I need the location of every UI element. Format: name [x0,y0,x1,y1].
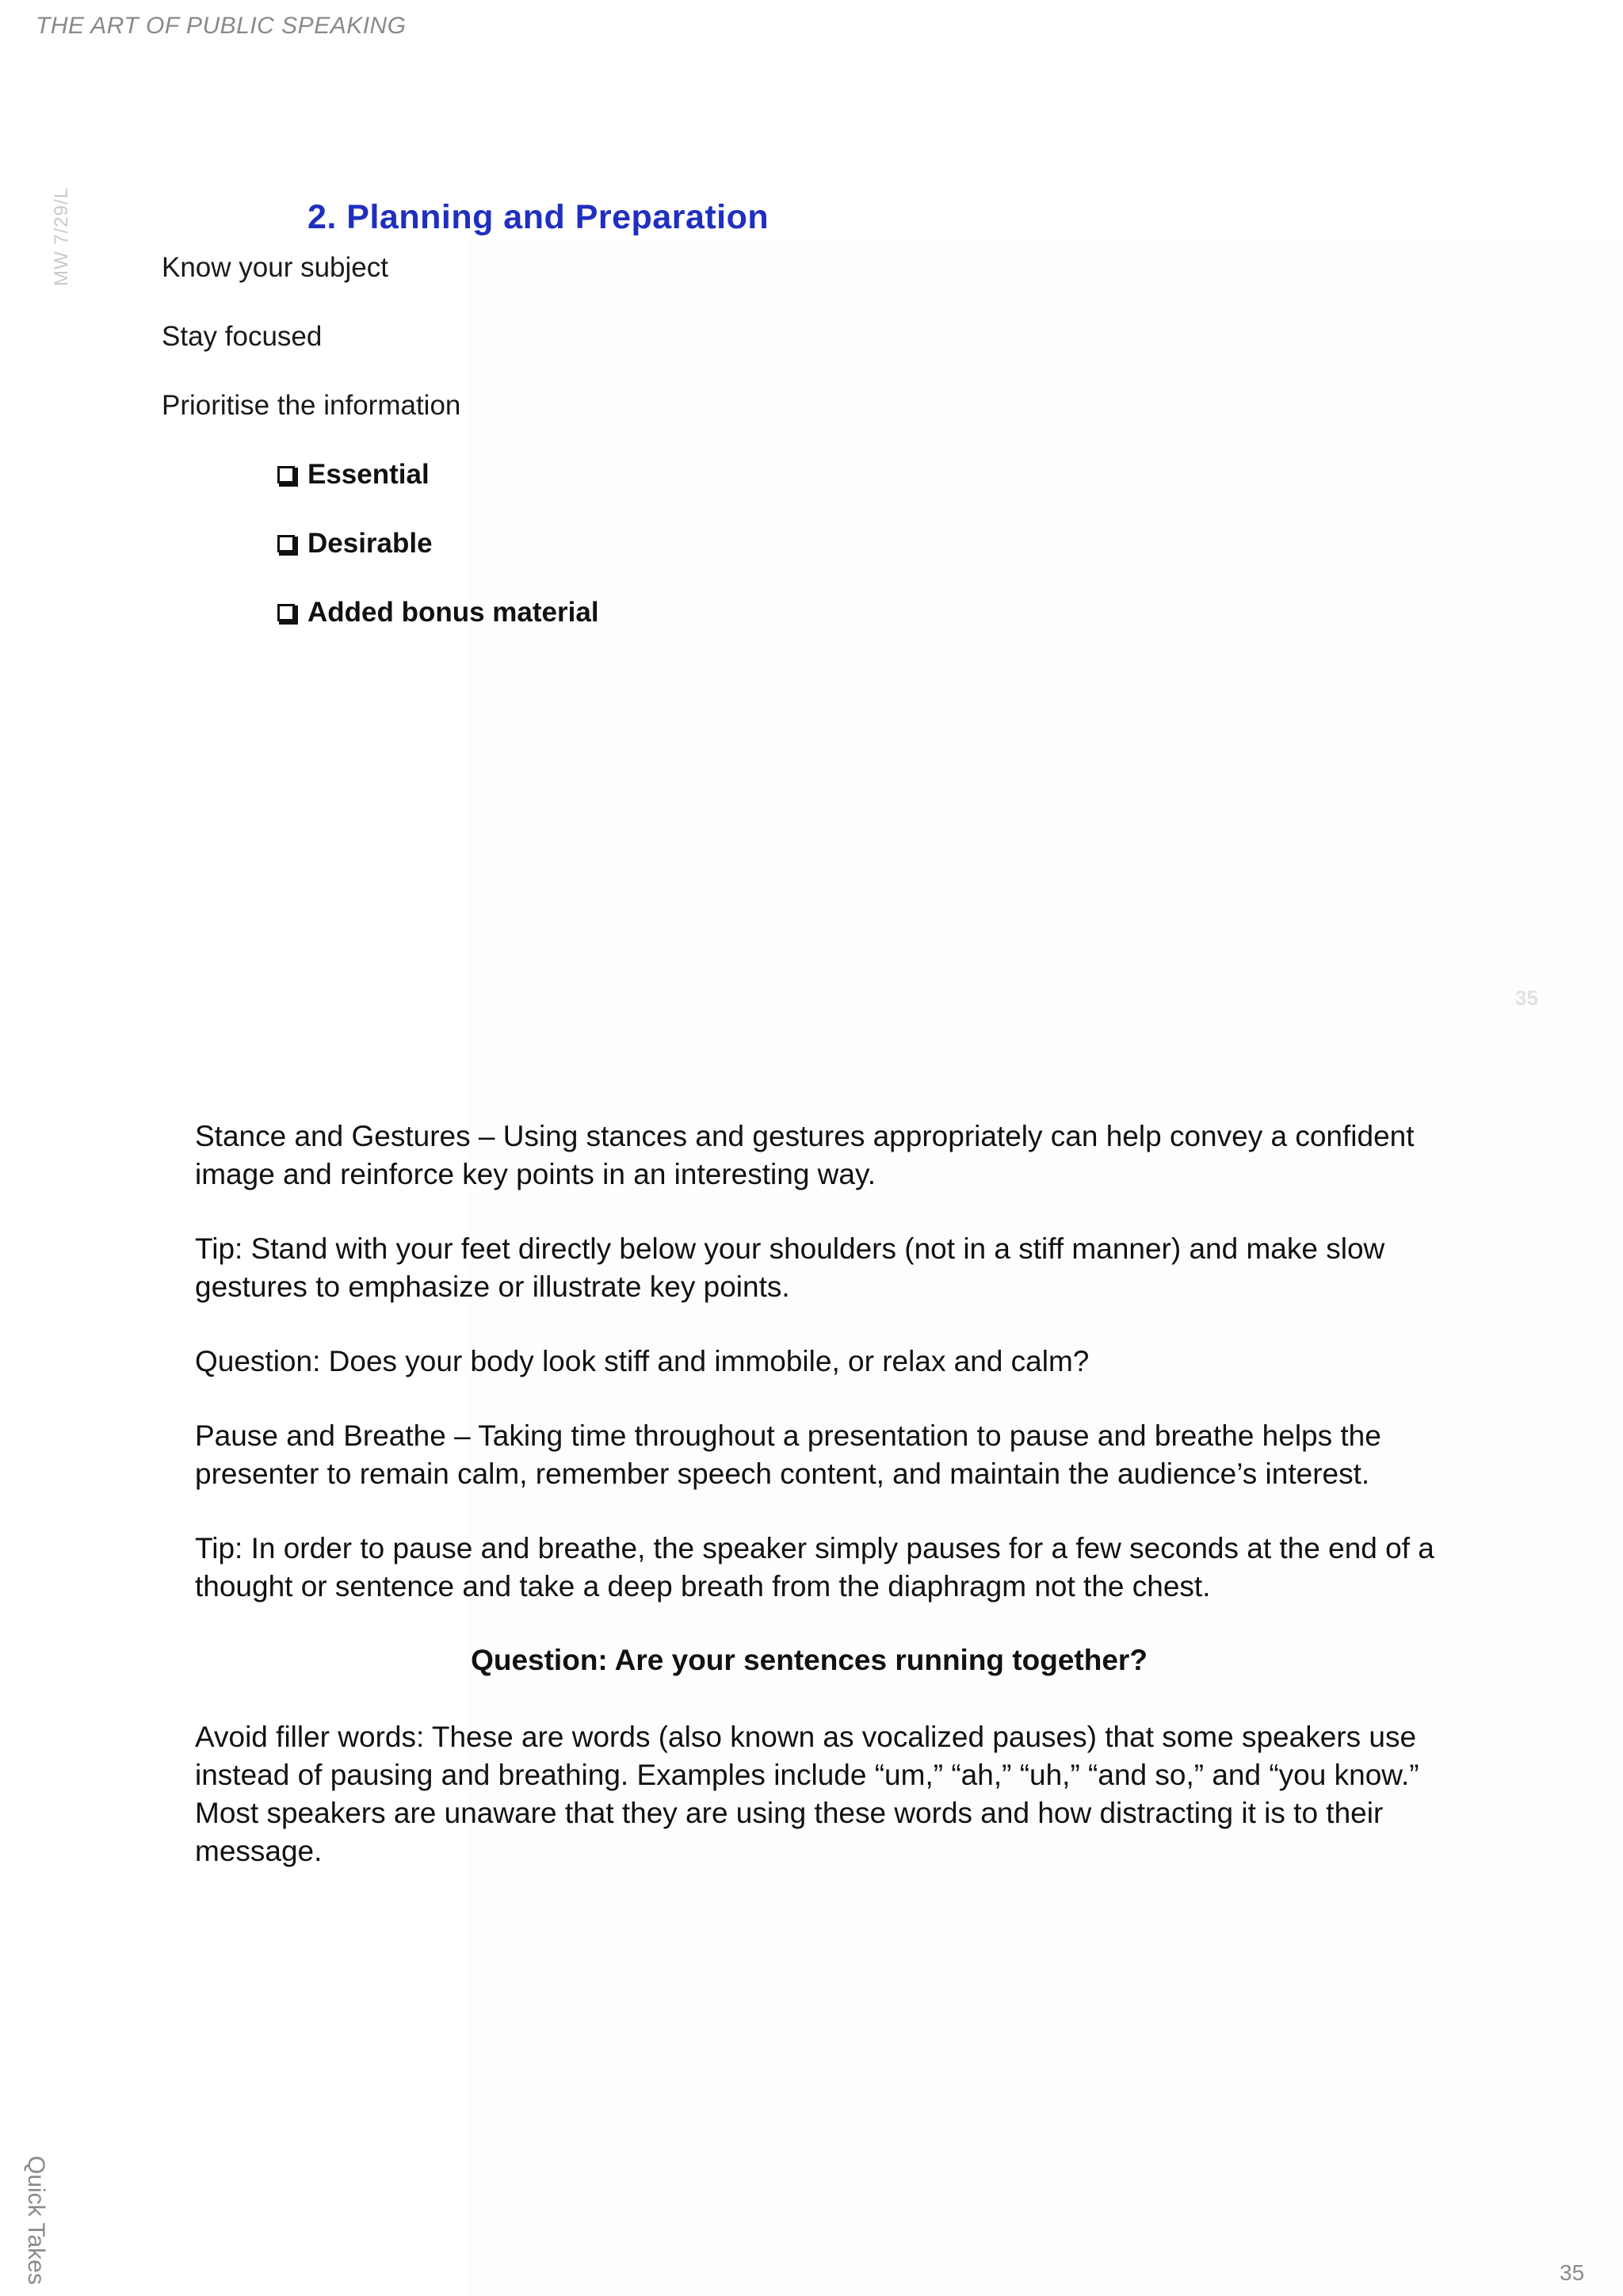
outline-item-know-subject: Know your subject [162,252,388,283]
checkbox-icon [277,604,295,621]
paragraph-tip-stance: Tip: Stand with your feet directly below your shoulders (not in a stiff manner) and make slow gestures to emphasize or illustrate key points. [195,1232,1385,1303]
checklist-item-essential [277,459,430,491]
paragraph-filler-words: Avoid filler words: These are words (also known as vocalized pauses) that some speakers use instead of pausing and breathing. Examples include “um,” “ah,” “uh,” “and so,” and “you know.” Most speakers are unaware that they are using these words and how distracting it is to their message. [195,1721,1419,1867]
checkbox-icon [277,466,295,483]
checklist-label: Desirable [307,528,433,559]
paragraph-pause-breathe: Pause and Breathe – Taking time throughout a presentation to pause and breathe helps the presenter to remain calm, remember speech content, and maintain the audience’s interest. [195,1419,1381,1490]
checklist-item-bonus [277,597,599,628]
paragraph-question-body: Question: Does your body look stiff and immobile, or relax and calm? [195,1345,1090,1377]
checklist-label: Added bonus material [307,597,599,628]
checklist-label: Essential [307,459,430,490]
question-sentences: Question: Are your sentences running together? [471,1644,1148,1676]
faint-page-number: 35 [1515,986,1538,1010]
checklist-item-desirable [277,528,433,560]
footer-side-label: Quick Takes [23,2156,49,2285]
side-margin-mark: MW 7/29/L [51,187,72,287]
outline-item-prioritise: Prioritise the information [162,390,461,421]
paragraph-stance-gestures: Stance and Gestures – Using stances and gestures appropriately can help convey a confident image and reinforce key points in an interesting way. [195,1120,1415,1190]
paragraph-tip-breathe: Tip: In order to pause and breathe, the speaker simply pauses for a few seconds at the end of a thought or sentence and take a deep breath from the diaphragm not the chest. [195,1532,1434,1603]
section-title: 2. Planning and Preparation [307,198,769,236]
outline-item-stay-focused: Stay focused [162,321,323,352]
page-number: 35 [1560,2260,1585,2285]
running-head: THE ART OF PUBLIC SPEAKING [36,13,407,39]
checkbox-icon [277,535,295,552]
